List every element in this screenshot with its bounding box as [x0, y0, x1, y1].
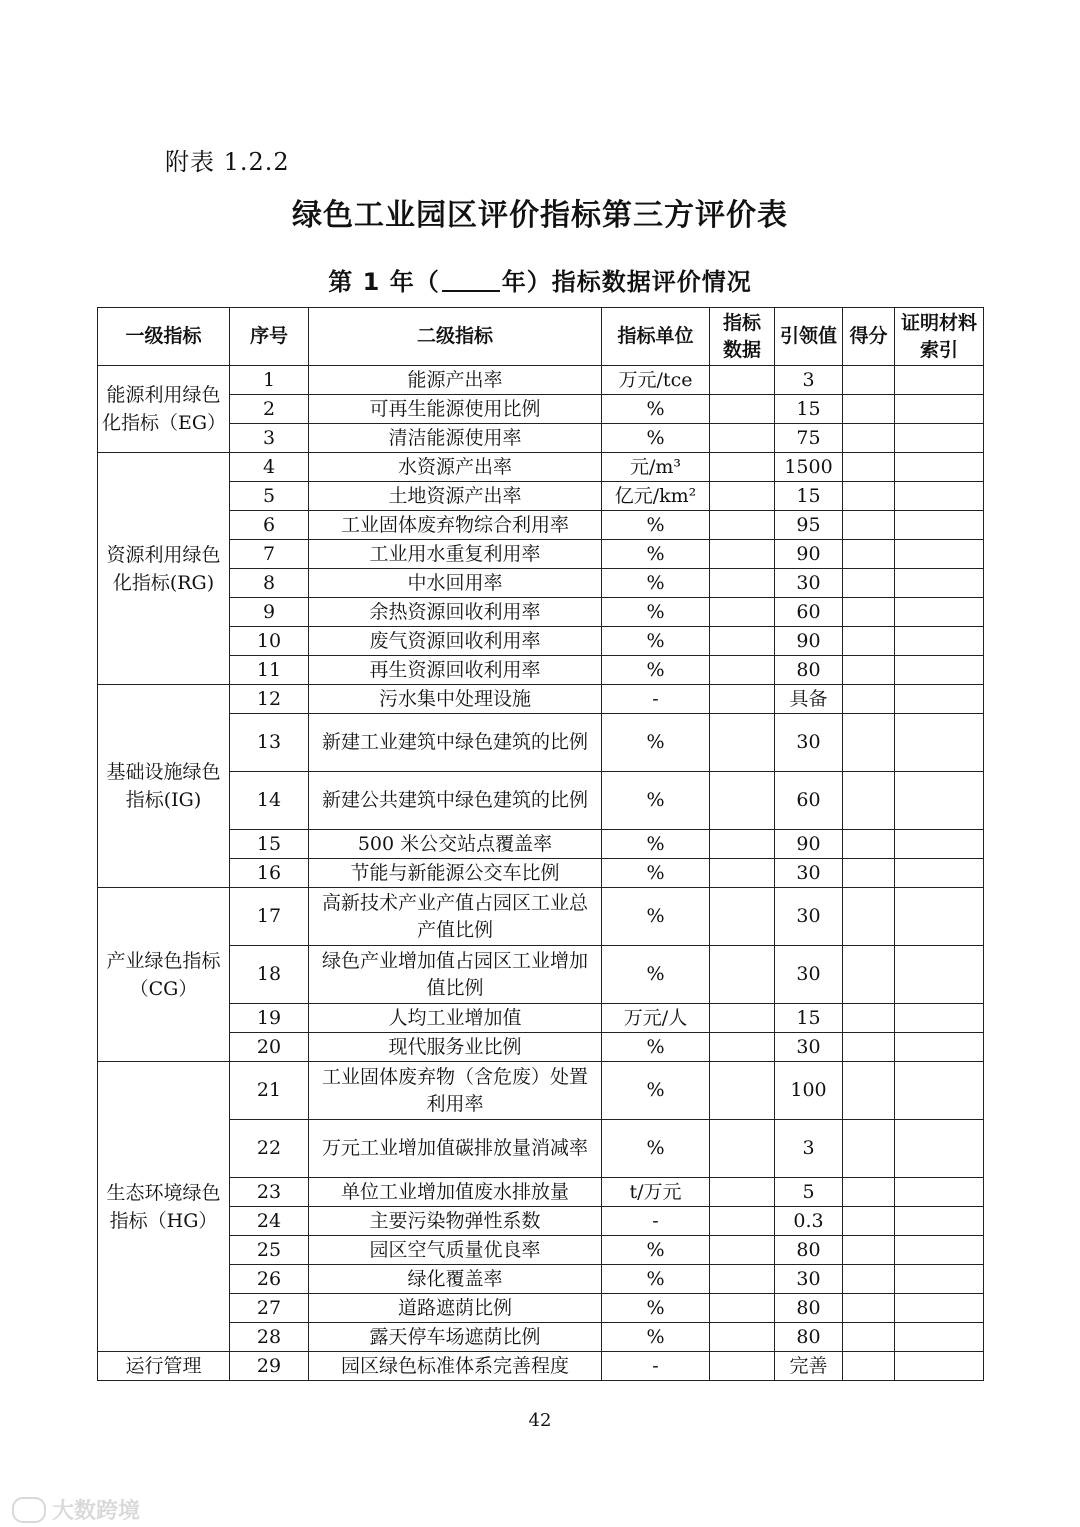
indicator-data-cell: [710, 1323, 775, 1352]
table-row: [98, 1033, 984, 1062]
score-cell: [843, 1352, 895, 1381]
unit-cell: %: [602, 888, 710, 946]
seq-cell: 15: [230, 830, 309, 859]
table-row: [98, 1352, 984, 1381]
table-row: [98, 1062, 984, 1120]
unit-cell: %: [602, 1236, 710, 1265]
indicator-data-cell: [710, 1033, 775, 1062]
indicator-data-cell: [710, 685, 775, 714]
indicator-data-cell: [710, 888, 775, 946]
seq-cell: 20: [230, 1033, 309, 1062]
score-cell: [843, 366, 895, 395]
header-level2: 二级指标: [309, 308, 602, 366]
lead-value-cell: 30: [775, 946, 843, 1004]
table-row: [98, 772, 984, 830]
subtitle-suffix: 年）指标数据评价情况: [501, 268, 752, 296]
evidence-index-cell: [895, 888, 984, 946]
indicator-name-cell: 园区绿色标准体系完善程度: [309, 1352, 602, 1381]
evaluation-table: [97, 307, 984, 1381]
seq-cell: 6: [230, 511, 309, 540]
lead-value-cell: 30: [775, 1033, 843, 1062]
page-number: 42: [528, 1410, 552, 1431]
category-cell: 产业绿色指标（CG）: [98, 888, 230, 1062]
category-cell: 运行管理: [98, 1352, 230, 1381]
indicator-name-cell: 万元工业增加值碳排放量消减率: [309, 1120, 602, 1178]
table-row: [98, 830, 984, 859]
indicator-name-cell: 人均工业增加值: [309, 1004, 602, 1033]
seq-cell: 28: [230, 1323, 309, 1352]
seq-cell: 17: [230, 888, 309, 946]
score-cell: [843, 714, 895, 772]
evidence-index-cell: [895, 1178, 984, 1207]
evidence-index-cell: [895, 685, 984, 714]
lead-value-cell: 90: [775, 627, 843, 656]
indicator-name-cell: 绿化覆盖率: [309, 1265, 602, 1294]
table-row: [98, 1265, 984, 1294]
indicator-name-cell: 单位工业增加值废水排放量: [309, 1178, 602, 1207]
seq-cell: 27: [230, 1294, 309, 1323]
evidence-index-cell: [895, 1207, 984, 1236]
header-lead-value: 引领值: [775, 308, 843, 366]
table-row: [98, 1207, 984, 1236]
unit-cell: %: [602, 859, 710, 888]
seq-cell: 19: [230, 1004, 309, 1033]
evidence-index-cell: [895, 424, 984, 453]
score-cell: [843, 598, 895, 627]
score-cell: [843, 685, 895, 714]
table-row: [98, 540, 984, 569]
table-row: [98, 1004, 984, 1033]
indicator-name-cell: 工业固体废弃物综合利用率: [309, 511, 602, 540]
seq-cell: 29: [230, 1352, 309, 1381]
evidence-index-cell: [895, 395, 984, 424]
table-row: [98, 366, 984, 395]
indicator-name-cell: 清洁能源使用率: [309, 424, 602, 453]
score-cell: [843, 1236, 895, 1265]
indicator-data-cell: [710, 1294, 775, 1323]
seq-cell: 23: [230, 1178, 309, 1207]
appendix-label: 附表 1.2.2: [165, 148, 290, 176]
lead-value-cell: 80: [775, 1323, 843, 1352]
lead-value-cell: 15: [775, 1004, 843, 1033]
indicator-data-cell: [710, 1236, 775, 1265]
score-cell: [843, 1265, 895, 1294]
score-cell: [843, 772, 895, 830]
indicator-data-cell: [710, 1265, 775, 1294]
unit-cell: %: [602, 395, 710, 424]
header-evidence-index: 证明材料索引: [895, 308, 984, 366]
indicator-name-cell: 污水集中处理设施: [309, 685, 602, 714]
table-subtitle: [0, 262, 1080, 297]
unit-cell: %: [602, 1323, 710, 1352]
seq-cell: 14: [230, 772, 309, 830]
seq-cell: 2: [230, 395, 309, 424]
indicator-name-cell: 余热资源回收利用率: [309, 598, 602, 627]
score-cell: [843, 1120, 895, 1178]
evidence-index-cell: [895, 540, 984, 569]
indicator-data-cell: [710, 859, 775, 888]
indicator-name-cell: 新建公共建筑中绿色建筑的比例: [309, 772, 602, 830]
lead-value-cell: 30: [775, 888, 843, 946]
table-row: [98, 453, 984, 482]
watermark-logo-icon: [12, 1497, 46, 1523]
indicator-name-cell: 主要污染物弹性系数: [309, 1207, 602, 1236]
indicator-name-cell: 500 米公交站点覆盖率: [309, 830, 602, 859]
table-row: [98, 946, 984, 1004]
score-cell: [843, 540, 895, 569]
unit-cell: -: [602, 685, 710, 714]
evidence-index-cell: [895, 598, 984, 627]
evidence-index-cell: [895, 453, 984, 482]
indicator-data-cell: [710, 830, 775, 859]
indicator-data-cell: [710, 424, 775, 453]
evidence-index-cell: [895, 656, 984, 685]
score-cell: [843, 482, 895, 511]
evidence-index-cell: [895, 1323, 984, 1352]
unit-cell: %: [602, 830, 710, 859]
score-cell: [843, 946, 895, 1004]
evidence-index-cell: [895, 830, 984, 859]
lead-value-cell: 75: [775, 424, 843, 453]
seq-cell: 10: [230, 627, 309, 656]
seq-cell: 18: [230, 946, 309, 1004]
evidence-index-cell: [895, 946, 984, 1004]
table-header-row: [98, 308, 984, 366]
table-row: [98, 859, 984, 888]
indicator-name-cell: 现代服务业比例: [309, 1033, 602, 1062]
score-cell: [843, 453, 895, 482]
seq-cell: 7: [230, 540, 309, 569]
indicator-data-cell: [710, 1178, 775, 1207]
category-cell: 基础设施绿色指标(IG): [98, 685, 230, 888]
unit-cell: %: [602, 656, 710, 685]
table-row: [98, 424, 984, 453]
score-cell: [843, 511, 895, 540]
score-cell: [843, 395, 895, 424]
score-cell: [843, 569, 895, 598]
subtitle-prefix: 第 1 年（: [328, 268, 440, 296]
indicator-name-cell: 露天停车场遮荫比例: [309, 1323, 602, 1352]
indicator-name-cell: 土地资源产出率: [309, 482, 602, 511]
header-data: 指标数据: [710, 308, 775, 366]
score-cell: [843, 1207, 895, 1236]
seq-cell: 21: [230, 1062, 309, 1120]
lead-value-cell: 30: [775, 859, 843, 888]
lead-value-cell: 具备: [775, 685, 843, 714]
indicator-name-cell: 再生资源回收利用率: [309, 656, 602, 685]
unit-cell: 元/m³: [602, 453, 710, 482]
unit-cell: %: [602, 627, 710, 656]
indicator-data-cell: [710, 714, 775, 772]
evidence-index-cell: [895, 627, 984, 656]
evidence-index-cell: [895, 1062, 984, 1120]
indicator-data-cell: [710, 569, 775, 598]
seq-cell: 3: [230, 424, 309, 453]
unit-cell: %: [602, 1265, 710, 1294]
indicator-data-cell: [710, 1120, 775, 1178]
lead-value-cell: 0.3: [775, 1207, 843, 1236]
lead-value-cell: 80: [775, 1236, 843, 1265]
seq-cell: 8: [230, 569, 309, 598]
indicator-data-cell: [710, 656, 775, 685]
unit-cell: %: [602, 540, 710, 569]
evidence-index-cell: [895, 569, 984, 598]
unit-cell: %: [602, 1120, 710, 1178]
indicator-name-cell: 能源产出率: [309, 366, 602, 395]
unit-cell: %: [602, 598, 710, 627]
unit-cell: t/万元: [602, 1178, 710, 1207]
lead-value-cell: 30: [775, 569, 843, 598]
lead-value-cell: 90: [775, 830, 843, 859]
unit-cell: -: [602, 1207, 710, 1236]
indicator-data-cell: [710, 772, 775, 830]
unit-cell: 亿元/km²: [602, 482, 710, 511]
indicator-name-cell: 园区空气质量优良率: [309, 1236, 602, 1265]
table-row: [98, 482, 984, 511]
evidence-index-cell: [895, 482, 984, 511]
indicator-name-cell: 废气资源回收利用率: [309, 627, 602, 656]
score-cell: [843, 859, 895, 888]
indicator-name-cell: 水资源产出率: [309, 453, 602, 482]
evidence-index-cell: [895, 366, 984, 395]
category-cell: 资源利用绿色化指标(RG): [98, 453, 230, 685]
table-row: [98, 1120, 984, 1178]
indicator-name-cell: 节能与新能源公交车比例: [309, 859, 602, 888]
indicator-data-cell: [710, 1207, 775, 1236]
score-cell: [843, 1294, 895, 1323]
indicator-name-cell: 工业用水重复利用率: [309, 540, 602, 569]
indicator-data-cell: [710, 453, 775, 482]
table-row: [98, 656, 984, 685]
table-row: [98, 714, 984, 772]
score-cell: [843, 1004, 895, 1033]
lead-value-cell: 95: [775, 511, 843, 540]
unit-cell: %: [602, 569, 710, 598]
evidence-index-cell: [895, 772, 984, 830]
lead-value-cell: 5: [775, 1178, 843, 1207]
lead-value-cell: 60: [775, 772, 843, 830]
table-row: [98, 511, 984, 540]
indicator-data-cell: [710, 482, 775, 511]
evidence-index-cell: [895, 511, 984, 540]
table-row: [98, 598, 984, 627]
indicator-data-cell: [710, 511, 775, 540]
page-title: 绿色工业园区评价指标第三方评价表: [292, 198, 788, 233]
unit-cell: %: [602, 946, 710, 1004]
unit-cell: %: [602, 772, 710, 830]
score-cell: [843, 1033, 895, 1062]
evidence-index-cell: [895, 1004, 984, 1033]
seq-cell: 4: [230, 453, 309, 482]
seq-cell: 26: [230, 1265, 309, 1294]
seq-cell: 16: [230, 859, 309, 888]
indicator-name-cell: 可再生能源使用比例: [309, 395, 602, 424]
indicator-name-cell: 绿色产业增加值占园区工业增加值比例: [309, 946, 602, 1004]
table-row: [98, 888, 984, 946]
indicator-data-cell: [710, 1352, 775, 1381]
lead-value-cell: 15: [775, 482, 843, 511]
seq-cell: 5: [230, 482, 309, 511]
score-cell: [843, 888, 895, 946]
header-score: 得分: [843, 308, 895, 366]
score-cell: [843, 1062, 895, 1120]
evidence-index-cell: [895, 859, 984, 888]
table-row: [98, 685, 984, 714]
lead-value-cell: 100: [775, 1062, 843, 1120]
score-cell: [843, 627, 895, 656]
indicator-name-cell: 工业固体废弃物（含危废）处置利用率: [309, 1062, 602, 1120]
lead-value-cell: 30: [775, 714, 843, 772]
indicator-name-cell: 新建工业建筑中绿色建筑的比例: [309, 714, 602, 772]
seq-cell: 1: [230, 366, 309, 395]
header-unit: 指标单位: [602, 308, 710, 366]
seq-cell: 13: [230, 714, 309, 772]
unit-cell: 万元/tce: [602, 366, 710, 395]
unit-cell: %: [602, 714, 710, 772]
indicator-data-cell: [710, 540, 775, 569]
evidence-index-cell: [895, 1352, 984, 1381]
seq-cell: 25: [230, 1236, 309, 1265]
score-cell: [843, 830, 895, 859]
category-cell: 能源利用绿色化指标（EG）: [98, 366, 230, 453]
lead-value-cell: 90: [775, 540, 843, 569]
evidence-index-cell: [895, 1265, 984, 1294]
table-body: [98, 366, 984, 1381]
lead-value-cell: 3: [775, 1120, 843, 1178]
seq-cell: 9: [230, 598, 309, 627]
unit-cell: -: [602, 1352, 710, 1381]
unit-cell: %: [602, 424, 710, 453]
indicator-name-cell: 中水回用率: [309, 569, 602, 598]
evidence-index-cell: [895, 1033, 984, 1062]
evidence-index-cell: [895, 1236, 984, 1265]
lead-value-cell: 60: [775, 598, 843, 627]
evidence-index-cell: [895, 1120, 984, 1178]
indicator-data-cell: [710, 366, 775, 395]
table-row: [98, 569, 984, 598]
seq-cell: 22: [230, 1120, 309, 1178]
lead-value-cell: 80: [775, 1294, 843, 1323]
score-cell: [843, 656, 895, 685]
indicator-data-cell: [710, 946, 775, 1004]
evidence-index-cell: [895, 1294, 984, 1323]
year-blank: [442, 270, 500, 292]
table-row: [98, 627, 984, 656]
indicator-name-cell: 道路遮荫比例: [309, 1294, 602, 1323]
header-level1: 一级指标: [98, 308, 230, 366]
unit-cell: %: [602, 511, 710, 540]
seq-cell: 24: [230, 1207, 309, 1236]
score-cell: [843, 424, 895, 453]
lead-value-cell: 3: [775, 366, 843, 395]
indicator-name-cell: 高新技术产业产值占园区工业总产值比例: [309, 888, 602, 946]
table-row: [98, 1323, 984, 1352]
indicator-data-cell: [710, 598, 775, 627]
unit-cell: %: [602, 1294, 710, 1323]
lead-value-cell: 完善: [775, 1352, 843, 1381]
watermark-text: 大数跨境: [52, 1499, 141, 1524]
indicator-data-cell: [710, 1004, 775, 1033]
unit-cell: %: [602, 1033, 710, 1062]
header-seq: 序号: [230, 308, 309, 366]
unit-cell: 万元/人: [602, 1004, 710, 1033]
indicator-data-cell: [710, 1062, 775, 1120]
lead-value-cell: 15: [775, 395, 843, 424]
lead-value-cell: 80: [775, 656, 843, 685]
indicator-data-cell: [710, 627, 775, 656]
lead-value-cell: 30: [775, 1265, 843, 1294]
table-row: [98, 1294, 984, 1323]
lead-value-cell: 1500: [775, 453, 843, 482]
seq-cell: 12: [230, 685, 309, 714]
watermark: [12, 1494, 140, 1525]
table-row: [98, 395, 984, 424]
evidence-index-cell: [895, 714, 984, 772]
table-row: [98, 1178, 984, 1207]
seq-cell: 11: [230, 656, 309, 685]
table-row: [98, 1236, 984, 1265]
indicator-data-cell: [710, 395, 775, 424]
score-cell: [843, 1323, 895, 1352]
category-cell: 生态环境绿色指标（HG）: [98, 1062, 230, 1352]
unit-cell: %: [602, 1062, 710, 1120]
score-cell: [843, 1178, 895, 1207]
